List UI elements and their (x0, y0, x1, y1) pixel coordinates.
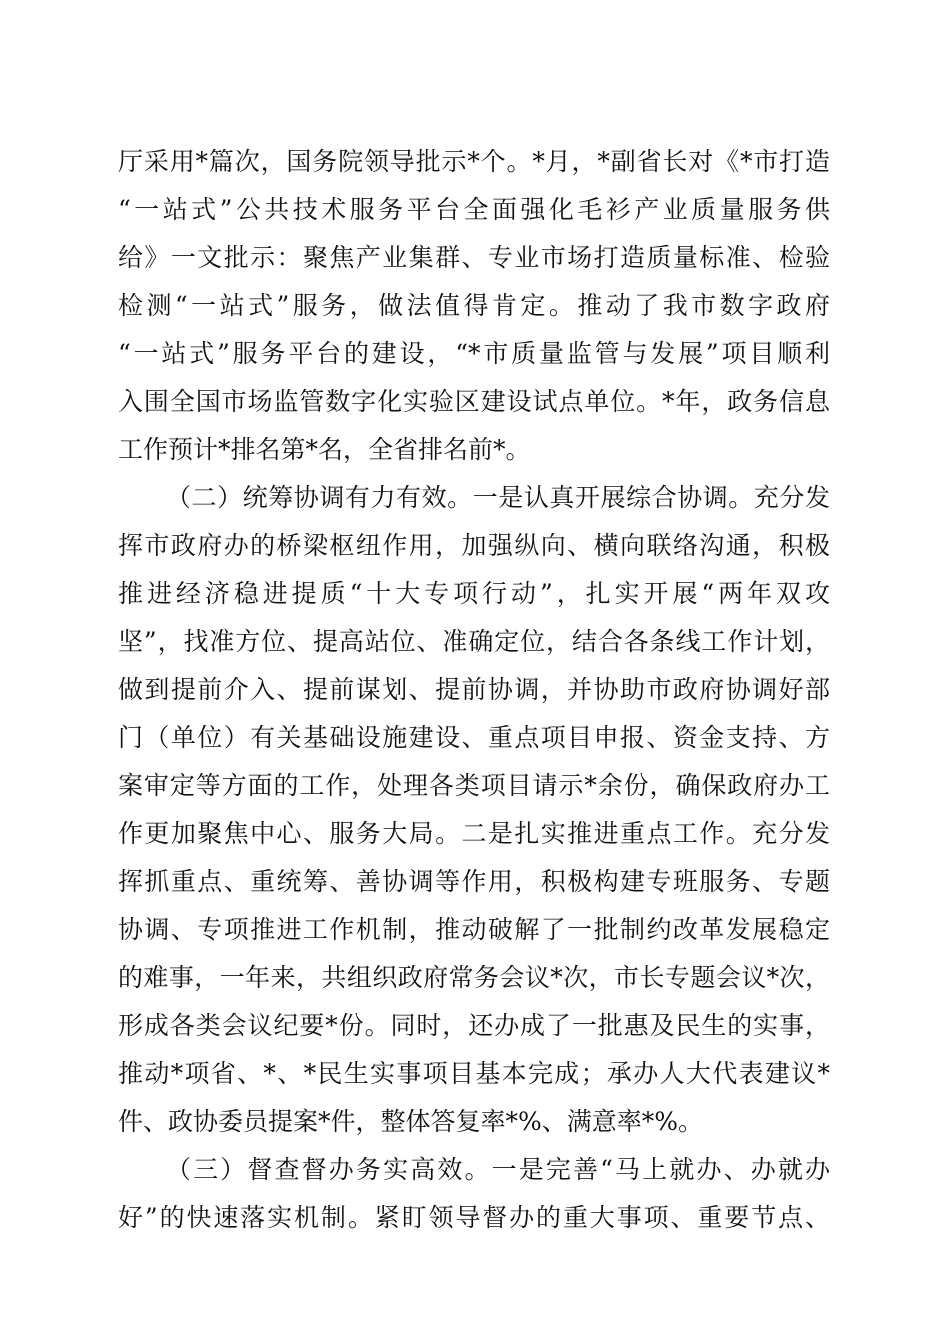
text-line: 厅采用*篇次，国务院领导批示*个。*月，*副省长对《*市打造 (118, 147, 830, 176)
section-heading-line: （三）督查督办务实高效。一是完善“马上就办、办就办 (166, 1155, 830, 1184)
text-line: 案审定等方面的工作，处理各类项目请示*余份，确保政府办工 (118, 771, 830, 800)
text-line: 坚”，找准方位、提高站位、准确定位，结合各条线工作计划， (118, 627, 830, 656)
text-line: 件、政协委员提案*件，整体答复率*%、满意率*%。 (118, 1107, 704, 1136)
text-line: 作更加聚焦中心、服务大局。二是扎实推进重点工作。充分发 (118, 819, 830, 848)
section-heading-line: （二）统筹协调有力有效。一是认真开展综合协调。充分发 (166, 483, 830, 512)
text-line: 推动*项省、*、*民生实事项目基本完成；承办人大代表建议* (118, 1059, 830, 1088)
text-line: “一站式”服务平台的建设，“*市质量监管与发展”项目顺利 (118, 339, 830, 368)
text-line: 门（单位）有关基础设施建设、重点项目申报、资金支持、方 (118, 723, 830, 752)
text-line: 推进经济稳进提质“十大专项行动”，扎实开展“两年双攻 (118, 579, 830, 608)
text-line: 形成各类会议纪要*份。同时，还办成了一批惠及民生的实事， (118, 1011, 830, 1040)
text-line: 入围全国市场监管数字化实验区建设试点单位。*年，政务信息 (118, 387, 830, 416)
text-line: 工作预计*排名第*名，全省排名前*。 (118, 435, 531, 464)
text-line: 检测“一站式”服务，做法值得肯定。推动了我市数字政府 (118, 291, 830, 320)
text-line: 挥抓重点、重统筹、善协调等作用，积极构建专班服务、专题 (118, 867, 830, 896)
text-line: 好”的快速落实机制。紧盯领导督办的重大事项、重要节点、 (118, 1203, 830, 1232)
text-line: 做到提前介入、提前谋划、提前协调，并协助市政府协调好部 (118, 675, 830, 704)
text-line: 给》一文批示：聚焦产业集群、专业市场打造质量标准、检验 (118, 243, 830, 272)
text-line: 挥市政府办的桥梁枢纽作用，加强纵向、横向联络沟通，积极 (118, 531, 830, 560)
text-line: 协调、专项推进工作机制，推动破解了一批制约改革发展稳定 (118, 915, 830, 944)
text-line: “一站式”公共技术服务平台全面强化毛衫产业质量服务供 (118, 195, 830, 224)
text-line: 的难事，一年来，共组织政府常务会议*次，市长专题会议*次， (118, 963, 830, 992)
